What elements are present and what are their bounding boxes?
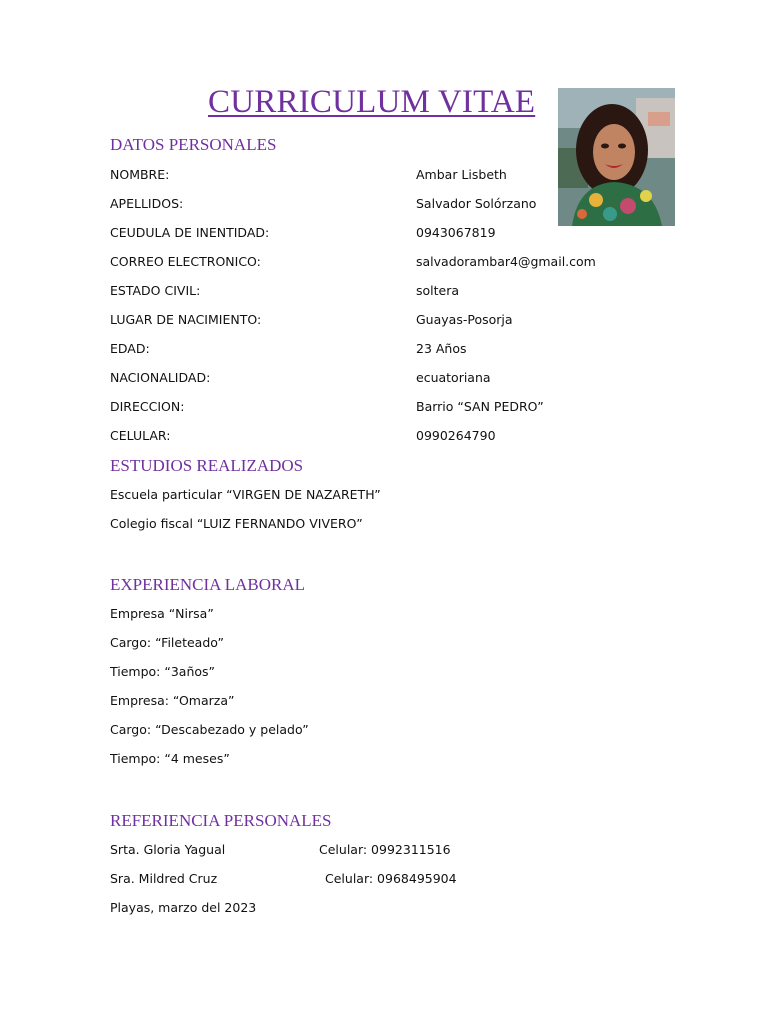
closing-place-date: Playas, marzo del 2023: [110, 900, 257, 915]
field-label-estado-civil: ESTADO CIVIL:: [110, 283, 201, 298]
field-label-lugar-nacimiento: LUGAR DE NACIMIENTO:: [110, 312, 262, 327]
section-heading-experience: EXPERIENCIA LABORAL: [110, 575, 306, 594]
field-value-apellidos: Salvador Solórzano: [416, 196, 537, 211]
study-item: Colegio fiscal “LUIZ FERNANDO VIVERO”: [110, 516, 363, 531]
field-value-nacionalidad: ecuatoriana: [416, 370, 491, 385]
section-heading-personal: DATOS PERSONALES: [110, 135, 277, 154]
reference-phone: Celular: 0992311516: [319, 842, 451, 857]
experience-item: Empresa: “Omarza”: [110, 693, 235, 708]
field-label-apellidos: APELLIDOS:: [110, 196, 184, 211]
field-value-estado-civil: soltera: [416, 283, 460, 298]
field-label-celular: CELULAR:: [110, 428, 171, 443]
experience-item: Empresa “Nirsa”: [110, 606, 214, 621]
field-label-nacionalidad: NACIONALIDAD:: [110, 370, 211, 385]
experience-item: Tiempo: “4 meses”: [110, 751, 230, 766]
field-value-nombre: Ambar Lisbeth: [416, 167, 507, 182]
reference-name: Sra. Mildred Cruz: [110, 871, 218, 886]
field-label-edad: EDAD:: [110, 341, 150, 356]
experience-item: Cargo: “Fileteado”: [110, 635, 224, 650]
field-value-correo: salvadorambar4@gmail.com: [416, 254, 596, 269]
field-label-correo: CORREO ELECTRONICO:: [110, 254, 261, 269]
page-title: CURRICULUM VITAE: [208, 84, 536, 120]
section-heading-studies: ESTUDIOS REALIZADOS: [110, 456, 304, 475]
section-heading-references: REFERIENCIA PERSONALES: [110, 811, 332, 830]
profile-photo: [558, 88, 675, 226]
field-label-nombre: NOMBRE:: [110, 167, 170, 182]
field-value-cedula: 0943067819: [416, 225, 496, 240]
field-value-celular: 0990264790: [416, 428, 496, 443]
field-label-cedula: CEUDULA DE INENTIDAD:: [110, 225, 270, 240]
experience-item: Tiempo: “3años”: [110, 664, 216, 679]
field-value-edad: 23 Años: [416, 341, 467, 356]
reference-phone: Celular: 0968495904: [325, 871, 457, 886]
experience-item: Cargo: “Descabezado y pelado”: [110, 722, 309, 737]
field-value-lugar-nacimiento: Guayas-Posorja: [416, 312, 513, 327]
study-item: Escuela particular “VIRGEN DE NAZARETH”: [110, 487, 381, 502]
reference-name: Srta. Gloria Yagual: [110, 842, 226, 857]
field-value-direccion: Barrio “SAN PEDRO”: [416, 399, 544, 414]
field-label-direccion: DIRECCION:: [110, 399, 185, 414]
profile-photo-image: [558, 88, 675, 226]
